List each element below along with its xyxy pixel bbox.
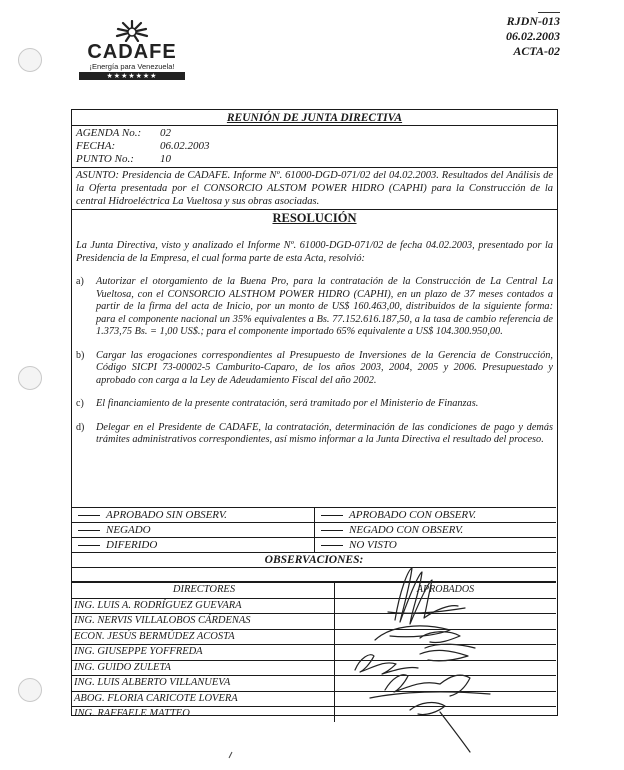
approval-options <box>72 507 556 553</box>
punch-hole <box>18 48 42 72</box>
asunto-block <box>72 167 557 209</box>
item-letter: d) <box>76 421 85 433</box>
resolution-item <box>72 350 557 388</box>
option-negado[interactable] <box>72 523 314 537</box>
item-letter: b) <box>76 349 85 361</box>
option-label: APROBADO SIN OBSERV. <box>106 509 227 521</box>
option-label: APROBADO CON OBSERV. <box>349 509 476 521</box>
option-diferido[interactable] <box>72 538 314 552</box>
meta-label: FECHA: <box>76 140 116 152</box>
document-reference <box>470 12 560 59</box>
item-text: Cargar las erogaciones correspondientes al Presupuesto de Inversiones de la Gerencia de Construcción, Código SICPI 73-00002-5 Camburito-Caparo, de los años 2003, 2004, 2005 y 2006. Presupuestado y aprobado con carga a la Ley de Adeudamiento Fiscal del año 2002. <box>96 349 553 386</box>
item-text: Delegar en el Presidente de CADAFE, la contratación, determinación de las condiciones de pago y demás trámites administrativos correspondientes, así mismo informar a la Junta Directiva el resultado del proceso. <box>96 421 553 445</box>
asunto-label: ASUNTO: <box>76 170 119 181</box>
meta-agenda <box>76 127 553 140</box>
meta-fecha <box>76 140 553 153</box>
resolution-item <box>72 398 557 411</box>
directors-header: DIRECTORES <box>72 583 335 598</box>
option-label: NO VISTO <box>349 539 397 551</box>
resolution-intro: La Junta Directiva, visto y analizado el Informe Nº. 61000-DGD-071/02 de fecha 04.02.2003, presentado por la Presidencia de la Empresa, el cual forma parte de esta Acta, resolvió: <box>76 240 553 264</box>
option-label: NEGADO <box>106 524 151 536</box>
item-letter: c) <box>76 398 84 409</box>
stray-mark <box>226 750 236 760</box>
options-row <box>72 523 556 538</box>
meta-value: 06.02.2003 <box>160 140 210 152</box>
item-letter: a) <box>76 276 84 287</box>
punch-hole <box>18 366 42 390</box>
meta-label: PUNTO No.: <box>76 153 134 165</box>
meta-label: AGENDA No.: <box>76 127 142 139</box>
punch-hole <box>18 678 42 702</box>
form-title: REUNIÓN DE JUNTA DIRECTIVA <box>226 112 403 124</box>
director-name: ECON. JESÚS BERMÚDEZ ACOSTA <box>72 630 335 645</box>
option-label: DIFERIDO <box>106 539 158 551</box>
logo-tagline: ¡Energía para Venezuela! <box>89 62 175 71</box>
item-text: El financiamiento de la presente contratación, será tramitado por el Ministerio de Finanzas. <box>96 398 479 409</box>
option-no-visto[interactable] <box>314 538 556 552</box>
resolution-item <box>72 422 557 447</box>
option-negado-con-observ[interactable] <box>314 523 556 537</box>
resolution-item <box>72 276 557 339</box>
director-name: ING. LUIS ALBERTO VILLANUEVA <box>72 676 335 691</box>
item-text: Autorizar el otorgamiento de la Buena Pro, para la contratación de la Construcción de La Central La Vueltosa, con el CONSORCIO ALSTHOM POWER HIDRO (CAPHI), en un plazo de 37 meses contados a partir de la firma del acta de Inicio, por un monto de US$ 160.463,00, distribuidos de la siguiente forma: para el componente nacional un 35% equivalentes a Bs. 77.152.616.187,50, a la tasa de cambio referencia de 1.373,75 Bs. = 1,00 US$.; para el componente importado 65% equivalente a US$ 104.300.950,00. <box>96 276 553 337</box>
asunto-text: Presidencia de CADAFE. Informe Nº. 61000-DGD-071/02 del 04.02.2003. Resultados del Análisis de la Oferta presentada por el CONSORCIO ALSTOM POWER HIDRO (CAPHI) para la Construcción de la central Hidroeléctrica La Vueltosa y sus obras asociadas. <box>76 170 553 207</box>
director-name: ING. NERVIS VILLALOBOS CÁRDENAS <box>72 614 335 629</box>
option-aprobado-sin-observ[interactable] <box>72 508 314 522</box>
observaciones-title: OBSERVACIONES: <box>72 553 556 568</box>
meta-block <box>72 125 557 167</box>
logo-name: CADAFE <box>87 41 177 63</box>
meta-value: 02 <box>160 127 171 139</box>
ref-code: RJDN-013 <box>506 14 560 28</box>
resolucion-heading: RESOLUCIÓN <box>272 211 357 225</box>
logo-stars: ★★★★★★★ <box>79 72 185 80</box>
option-label: NEGADO CON OBSERV. <box>349 524 464 536</box>
sun-logo-icon <box>112 20 152 42</box>
cadafe-logo <box>76 20 188 80</box>
director-name: ING. GIUSEPPE YOFFREDA <box>72 645 335 660</box>
options-row <box>72 508 556 523</box>
meta-value: 10 <box>160 153 171 165</box>
handwritten-signatures <box>300 560 520 760</box>
option-aprobado-con-observ[interactable] <box>314 508 556 522</box>
director-name: ING. RAFFAELE MATTEO <box>72 707 335 722</box>
options-row <box>72 538 556 553</box>
director-name: ING. LUIS A. RODRÍGUEZ GUEVARA <box>72 599 335 614</box>
director-name: ABOG. FLORIA CARICOTE LOVERA <box>72 692 335 707</box>
ref-date: 06.02.2003 <box>506 29 560 43</box>
resolucion-title <box>72 209 557 226</box>
director-name: ING. GUIDO ZULETA <box>72 661 335 676</box>
vote-header: APROBADOS <box>416 584 475 595</box>
ref-acta: ACTA-02 <box>513 44 560 58</box>
meta-punto <box>76 153 553 166</box>
